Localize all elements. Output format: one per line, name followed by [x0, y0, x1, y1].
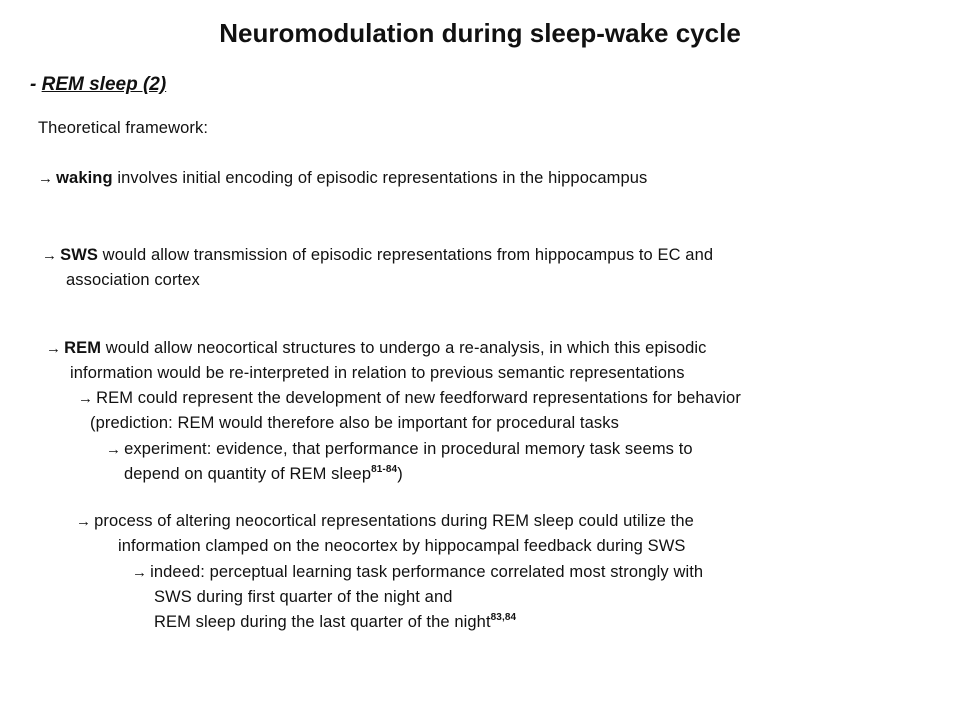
rem-bullet — [46, 339, 707, 358]
depend-text: depend on quantity of REM sleep — [124, 465, 372, 483]
depend-line — [124, 465, 403, 484]
prediction-line: (prediction: REM would therefore also be important for procedural tasks — [90, 414, 619, 432]
experiment-text: experiment: evidence, that performance in procedural memory task seems to — [124, 440, 693, 458]
framework-line: Theoretical framework: — [38, 119, 209, 137]
process-bullet — [76, 512, 694, 531]
rem-could-text: REM could represent the development of new feedforward representations for behavior — [96, 389, 741, 407]
indeed-rem-line — [154, 613, 516, 632]
sws-text: would allow transmission of episodic representations from hippocampus to EC and — [98, 246, 714, 264]
rem-could-bullet — [78, 389, 741, 408]
indeed-sws-line: SWS during first quarter of the night and — [154, 588, 453, 606]
sws-term: SWS — [60, 246, 98, 264]
waking-bullet — [38, 169, 647, 188]
sws-continuation: association cortex — [66, 271, 200, 289]
arrow-icon: → — [106, 441, 122, 458]
heading-dash: - — [30, 74, 42, 95]
arrow-icon: → — [132, 564, 148, 581]
arrow-icon: → — [46, 340, 62, 357]
slide-title: Neuromodulation during sleep-wake cycle — [219, 18, 741, 48]
arrow-icon: → — [78, 390, 94, 407]
indeed-bullet — [132, 563, 703, 582]
waking-term: waking — [56, 169, 113, 187]
sws-bullet — [42, 246, 713, 265]
waking-text: involves initial encoding of episodic representations in the hippocampus — [112, 169, 648, 187]
rem-term: REM — [64, 339, 102, 357]
depend-reference: 81-84 — [371, 464, 398, 475]
arrow-icon: → — [76, 513, 92, 530]
indeed-rem-text: REM sleep during the last quarter of the night — [154, 613, 491, 631]
rem-continuation: information would be re-interpreted in relation to previous semantic representations — [70, 364, 685, 382]
arrow-icon: → — [42, 247, 58, 264]
indeed-reference: 83,84 — [490, 612, 517, 623]
heading-text: REM sleep (2) — [41, 74, 167, 95]
indeed-text: indeed: perceptual learning task performance correlated most strongly with — [150, 563, 704, 581]
process-continuation: information clamped on the neocortex by hippocampal feedback during SWS — [118, 537, 686, 555]
process-text: process of altering neocortical representations during REM sleep could utilize the — [94, 512, 694, 530]
experiment-bullet — [106, 440, 693, 459]
section-heading — [30, 74, 166, 96]
depend-close: ) — [397, 465, 403, 483]
arrow-icon: → — [38, 170, 54, 187]
rem-text: would allow neocortical structures to undergo a re-analysis, in which this episodic — [101, 339, 707, 357]
